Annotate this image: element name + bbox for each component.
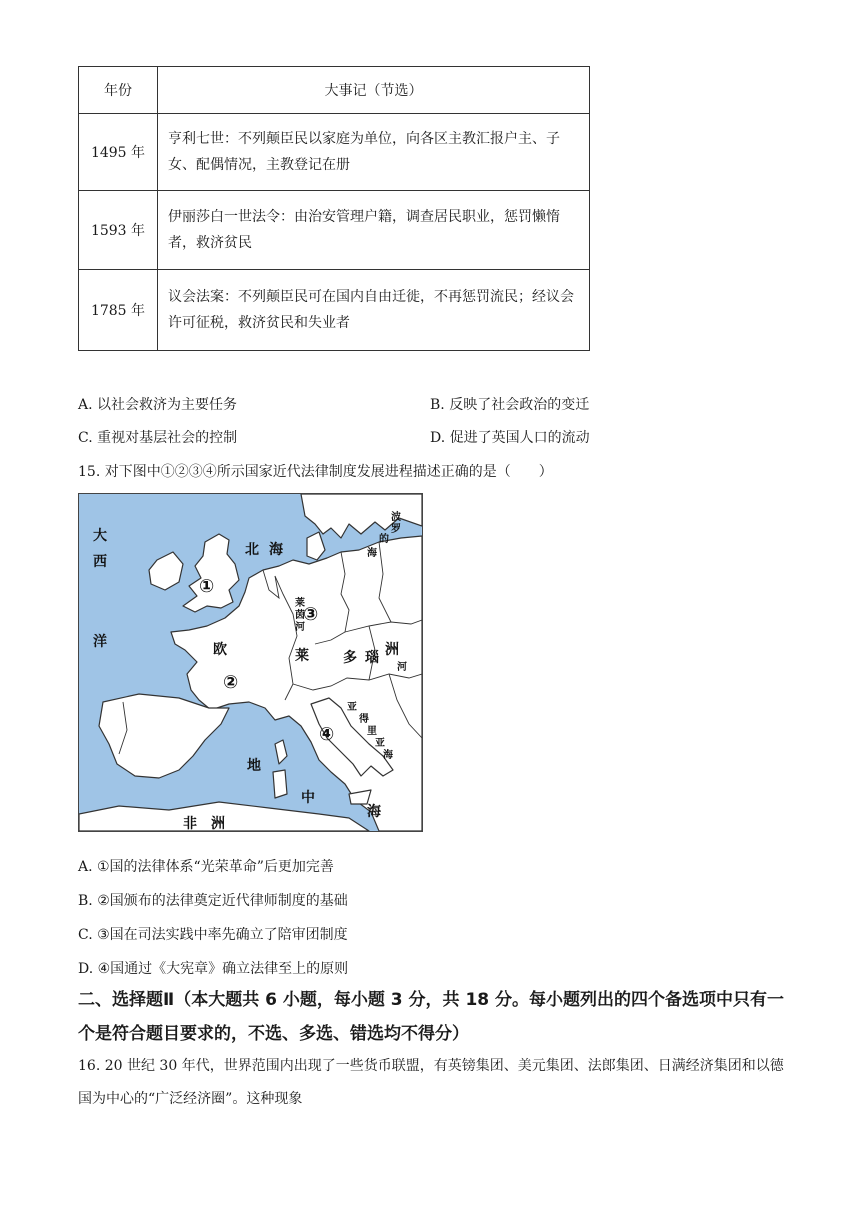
map-label: 里	[367, 726, 377, 737]
map-label: 欧	[213, 642, 227, 658]
table-row	[79, 270, 590, 351]
table-row	[79, 191, 590, 270]
britain-shape	[183, 534, 239, 612]
map-label: 海	[383, 750, 393, 761]
corsica-shape	[275, 740, 287, 764]
map-svg	[79, 494, 422, 831]
table-row	[79, 114, 590, 191]
ireland-shape	[149, 552, 183, 590]
marker-2: ②	[223, 672, 239, 693]
q14-option-b[interactable]: B. 反映了社会政治的变迁	[430, 397, 590, 413]
map-label: 亚	[375, 738, 385, 749]
map-label: 罗	[391, 524, 401, 535]
map-label: 得	[359, 714, 369, 725]
map-label: 北	[245, 542, 259, 558]
map-label: 海	[367, 804, 381, 820]
map-label: 大	[93, 528, 107, 544]
map-label: 中	[301, 790, 315, 806]
events-table	[78, 66, 590, 351]
table-cell-event: 伊丽莎白一世法令：由治安管理户籍，调查居民职业，惩罚懒惰者，救济贫民	[158, 191, 590, 270]
map-label: 洲	[385, 642, 399, 658]
marker-1: ①	[199, 576, 215, 597]
q14-option-c[interactable]: C. 重视对基层社会的控制	[78, 430, 238, 446]
table-cell-year: 1593 年	[79, 191, 158, 270]
q14-option-d[interactable]: D. 促进了英国人口的流动	[430, 430, 590, 446]
q15-option-a[interactable]: A. ①国的法律体系“光荣革命”后更加完善	[78, 859, 334, 875]
sardinia-shape	[273, 770, 287, 798]
map-label: 亚	[347, 702, 357, 713]
map-label: 地	[247, 758, 261, 774]
q15-option-c[interactable]: C. ③国在司法实践中率先确立了陪审团制度	[78, 927, 348, 943]
table-header-year: 年份	[79, 67, 158, 114]
table-cell-event: 亨利七世：不列颠臣民以家庭为单位，向各区主教汇报户主、子女、配偶情况，主教登记在册	[158, 114, 590, 191]
map-label: 莱	[295, 648, 309, 664]
map-label: 河	[295, 622, 305, 633]
marker-4: ④	[319, 724, 335, 745]
europe-map	[78, 493, 423, 832]
scandinavia-shape	[301, 494, 422, 538]
table-cell-year: 1495 年	[79, 114, 158, 191]
map-label: 茵	[295, 610, 305, 621]
map-label: 非 洲	[183, 816, 225, 831]
marker-3: ③	[303, 604, 319, 625]
map-label: 的	[379, 534, 389, 545]
q15-stem: 15. 对下图中①②③④所示国家近代法律制度发展进程描述正确的是（ ）	[78, 464, 553, 480]
table-header-events: 大事记（节选）	[158, 67, 590, 114]
q15-option-d[interactable]: D. ④国通过《大宪章》确立法律至上的原则	[78, 961, 349, 977]
map-label: 海	[269, 542, 283, 558]
map-label: 西	[93, 554, 107, 570]
map-label: 洋	[93, 634, 107, 650]
q14-option-a[interactable]: A. 以社会救济为主要任务	[78, 397, 238, 413]
denmark-shape	[307, 532, 325, 560]
map-label: 瑙	[365, 650, 379, 666]
section-2-heading: 二、选择题Ⅱ（本大题共 6 小题，每小题 3 分，共 18 分。每小题列出的四个备选项中只有一个是符合题目要求的，不选、多选、错选均不得分）	[78, 990, 785, 1044]
map-label: 海	[367, 548, 377, 559]
q16-stem: 16. 20 世纪 30 年代，世界范围内出现了一些货币联盟，有英镑集团、美元集团、法郎集团、日满经济集团和以德国为中心的“广泛经济圈”。这种现象	[78, 1058, 784, 1107]
map-label: 多	[343, 650, 357, 666]
table-cell-year: 1785 年	[79, 270, 158, 351]
map-label: 河	[397, 662, 407, 673]
map-label: 莱	[295, 598, 305, 609]
map-label: 波	[391, 512, 401, 523]
table-cell-event: 议会法案：不列颠臣民可在国内自由迁徙，不再惩罚流民；经议会许可征税，救济贫民和失业者	[158, 270, 590, 351]
q15-option-b[interactable]: B. ②国颁布的法律奠定近代律师制度的基础	[78, 893, 348, 909]
